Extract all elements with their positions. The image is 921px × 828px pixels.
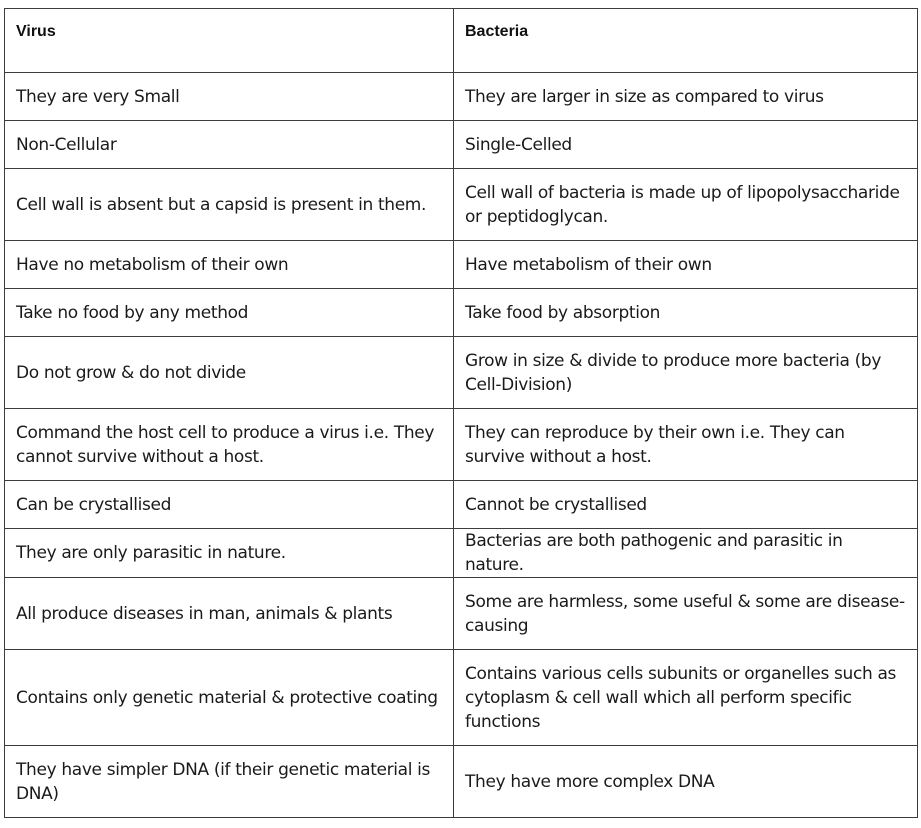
bacteria-cell: They can reproduce by their own i.e. They can survive without a host. bbox=[454, 409, 918, 481]
bacteria-cell: Grow in size & divide to produce more bacteria (by Cell-Division) bbox=[454, 337, 918, 409]
bacteria-cell: Some are harmless, some useful & some are disease-causing bbox=[454, 578, 918, 650]
bacteria-cell: They have more complex DNA bbox=[454, 746, 918, 818]
virus-cell: All produce diseases in man, animals & plants bbox=[5, 578, 454, 650]
virus-cell: They have simpler DNA (if their genetic material is DNA) bbox=[5, 746, 454, 818]
virus-cell: They are very Small bbox=[5, 73, 454, 121]
bacteria-cell: Cell wall of bacteria is made up of lipopolysaccharide or peptidoglycan. bbox=[454, 169, 918, 241]
column-header-virus: Virus bbox=[5, 9, 454, 73]
table-row bbox=[5, 289, 918, 337]
table-row bbox=[5, 73, 918, 121]
virus-cell: Contains only genetic material & protective coating bbox=[5, 650, 454, 746]
bacteria-cell: Cannot be crystallised bbox=[454, 481, 918, 529]
column-header-bacteria: Bacteria bbox=[454, 9, 918, 73]
virus-cell: Have no metabolism of their own bbox=[5, 241, 454, 289]
table-row bbox=[5, 529, 918, 578]
bacteria-cell: Contains various cells subunits or organelles such as cytoplasm & cell wall which all perform specific functions bbox=[454, 650, 918, 746]
virus-cell: Can be crystallised bbox=[5, 481, 454, 529]
virus-cell: They are only parasitic in nature. bbox=[5, 529, 454, 578]
table-header-row bbox=[5, 9, 918, 73]
table-row bbox=[5, 169, 918, 241]
table-row bbox=[5, 481, 918, 529]
bacteria-cell: Single-Celled bbox=[454, 121, 918, 169]
bacteria-cell: They are larger in size as compared to virus bbox=[454, 73, 918, 121]
virus-cell: Command the host cell to produce a virus i.e. They cannot survive without a host. bbox=[5, 409, 454, 481]
virus-cell: Cell wall is absent but a capsid is present in them. bbox=[5, 169, 454, 241]
bacteria-cell: Take food by absorption bbox=[454, 289, 918, 337]
table-row bbox=[5, 578, 918, 650]
bacteria-cell: Bacterias are both pathogenic and parasitic in nature. bbox=[454, 529, 918, 578]
virus-cell: Non-Cellular bbox=[5, 121, 454, 169]
table-row bbox=[5, 241, 918, 289]
bacteria-cell: Have metabolism of their own bbox=[454, 241, 918, 289]
virus-cell: Take no food by any method bbox=[5, 289, 454, 337]
virus-cell: Do not grow & do not divide bbox=[5, 337, 454, 409]
table-row bbox=[5, 746, 918, 818]
virus-bacteria-comparison-table bbox=[4, 8, 918, 818]
comparison-table-wrapper bbox=[4, 8, 917, 828]
table-row bbox=[5, 121, 918, 169]
table-row bbox=[5, 650, 918, 746]
table-row bbox=[5, 409, 918, 481]
table-row bbox=[5, 337, 918, 409]
